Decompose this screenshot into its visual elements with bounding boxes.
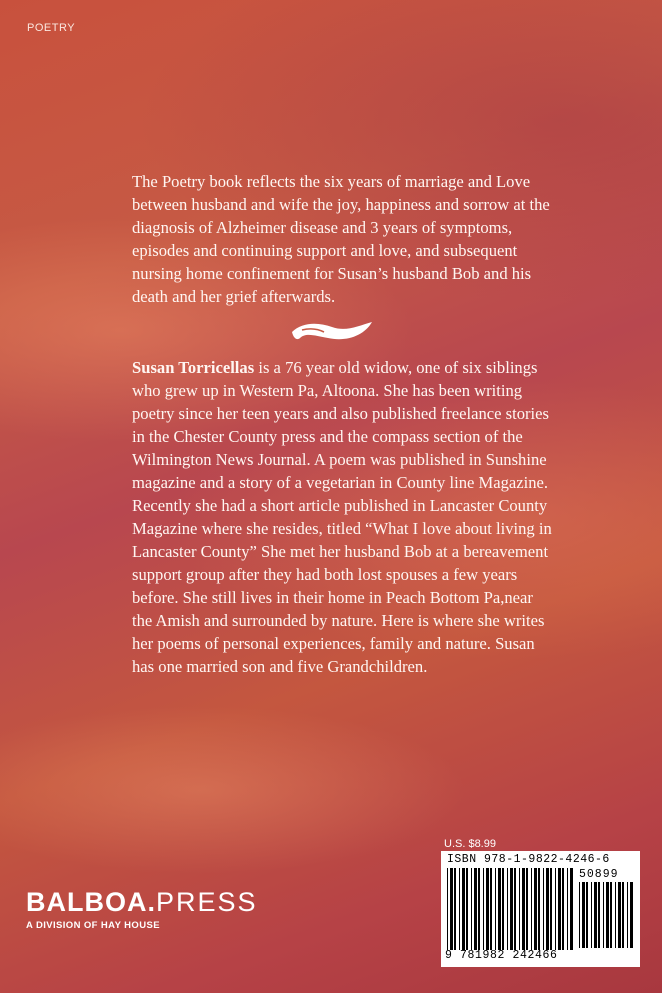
barcode-bars [447,868,575,950]
barcode-bar [594,882,597,948]
publisher-logo [26,886,258,931]
barcode-bar [466,868,468,950]
barcode-bar [570,868,573,950]
leaf-flourish-icon [288,318,374,344]
barcode-bar [550,868,552,950]
barcode-addon-bars [579,882,635,948]
barcode-bar [598,882,600,948]
publisher-name-dot: . [147,887,157,917]
isbn-barcode [441,851,640,967]
barcode-bar [459,868,460,950]
barcode-bar [615,882,616,948]
barcode-bar [514,868,516,950]
publisher-name [26,886,258,918]
isbn-text: ISBN 978-1-9822-4246-6 [447,853,610,866]
barcode-bar [495,868,496,950]
barcode-bar [450,868,453,950]
barcode-bar [630,882,633,948]
barcode-bar [606,882,609,948]
barcode-bar [519,868,520,950]
barcode-bar [603,882,604,948]
barcode-bar [526,868,528,950]
barcode-bar [447,868,448,950]
barcode-bar [486,868,489,950]
barcode-bar [618,882,621,948]
barcode-bar [546,868,549,950]
genre-label: POETRY [27,22,76,34]
barcode-bar [562,868,564,950]
barcode-bar [534,868,537,950]
barcode-bar [510,868,513,950]
barcode-bar [558,868,561,950]
barcode-bar [471,868,472,950]
author-name: Susan Torricellas [132,358,255,377]
barcode-bar [610,882,612,948]
barcode-addon-digits: 50899 [579,868,619,881]
publisher-name-bold: BALBOA [26,887,148,917]
barcode-bar [567,868,568,950]
barcode-bar [478,868,480,950]
barcode-bar [579,882,580,948]
barcode-bar [522,868,525,950]
barcode-digits: 9 781982 242466 [445,949,558,962]
barcode-bar [582,882,585,948]
barcode-bar [531,868,532,950]
barcode-bar [490,868,492,950]
barcode-bar [507,868,508,950]
barcode-bar [462,868,465,950]
barcode-bar [622,882,624,948]
author-bio [132,356,552,678]
barcode-bar [474,868,477,950]
barcode-bar [543,868,544,950]
barcode-bar [498,868,501,950]
barcode-bar [586,882,588,948]
barcode-bar [454,868,456,950]
publisher-division: A DIVISION OF HAY HOUSE [26,920,160,931]
barcode-bar [555,868,556,950]
barcode-bar [591,882,592,948]
book-blurb: The Poetry book reflects the six years of marriage and Love between husband and wife the joy, happiness and sorrow at the diagnosis of Alzheimer disease and 3 years of symptoms, episodes and continuing support and love, and subsequent nursing home confinement for Susan’s husband Bob and his death and her grief afterwards. [132,172,550,306]
barcode-bar [502,868,504,950]
price-label: U.S. $8.99 [444,838,496,850]
publisher-name-light: PRESS [156,887,258,917]
barcode-bar [483,868,484,950]
author-bio-text: is a 76 year old widow, one of six siblings who grew up in Western Pa, Altoona. She has been writing poetry since her teen years and also published freelance stories in the Chester County press and the compass section of the Wilmington News Journal. A poem was published in Sunshine magazine and a story of a vegetarian in County line Magazine. Recently she had a short article published in Lancaster County Magazine where she resides, titled “What I love about living in Lancaster County” She met her husband Bob at a bereavement support group after they had both lost spouses a few years before. She still lives in their home in Peach Bottom Pa,near the Amish and surrounded by nature. Here is where she writes her poems of personal experiences, family and nature. Susan has one married son and five Grandchildren. [132,358,552,676]
barcode-bar [627,882,628,948]
barcode-bar [538,868,540,950]
